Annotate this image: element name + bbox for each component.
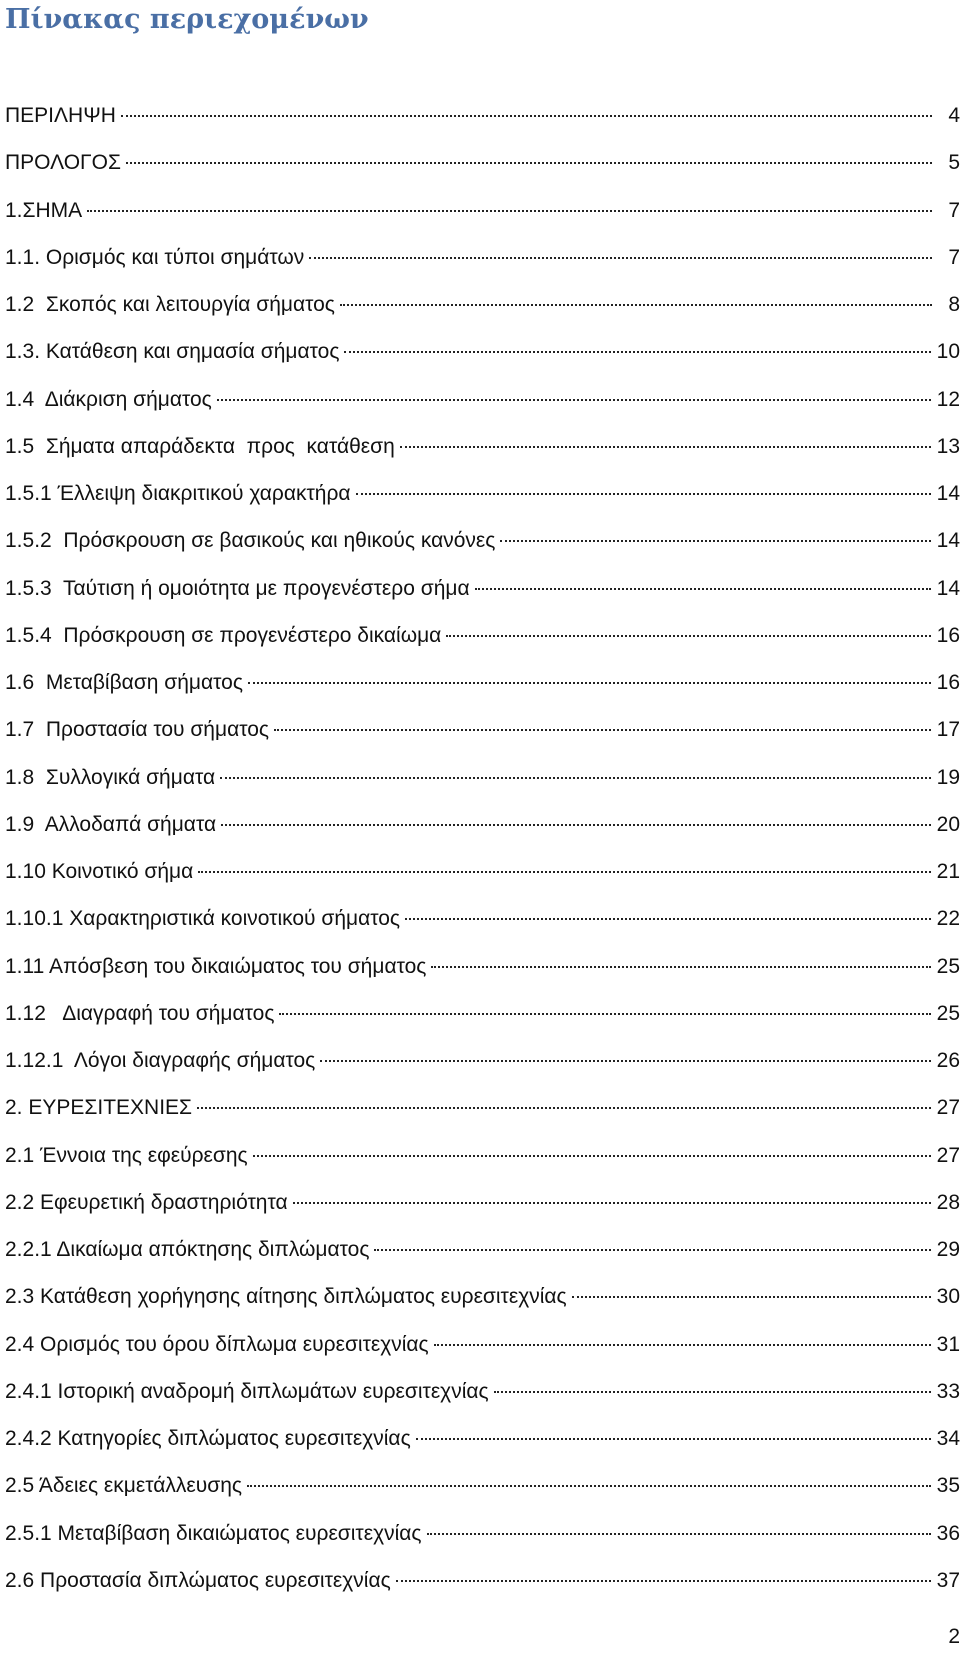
toc-entry-page: 8 bbox=[948, 293, 960, 316]
dot-leader bbox=[405, 917, 931, 920]
toc-entry-page: 14 bbox=[936, 482, 960, 505]
toc-entry-label: ΠΕΡΙΛΗΨΗ bbox=[5, 92, 119, 139]
dot-leader bbox=[274, 728, 931, 731]
toc-entry[interactable] bbox=[5, 423, 960, 470]
dot-leader bbox=[340, 303, 932, 306]
toc-entry[interactable] bbox=[5, 943, 960, 990]
toc-entry-page: 36 bbox=[936, 1521, 960, 1545]
toc-entry-label: 1.10 Κοινοτικό σήμα bbox=[5, 848, 196, 895]
toc-entry[interactable] bbox=[5, 1321, 960, 1368]
toc-entry-label: 2.4 Ορισμός του όρου δίπλωμα ευρεσιτεχνίας bbox=[5, 1321, 432, 1368]
toc-entry-label: 1.5.4 Πρόσκρουση σε προγενέστερο δικαίωμα bbox=[5, 612, 444, 659]
toc-entry-page: 37 bbox=[936, 1568, 960, 1592]
dot-leader bbox=[396, 1579, 931, 1582]
dot-leader bbox=[247, 1484, 931, 1487]
dot-leader bbox=[320, 1059, 930, 1062]
toc-entry-page: 7 bbox=[948, 198, 960, 222]
toc-entry-label: 1.1. Ορισμός και τύποι σημάτων bbox=[5, 234, 307, 281]
toc-entry[interactable] bbox=[5, 801, 960, 848]
dot-leader bbox=[217, 398, 931, 401]
toc-entry-label: 2.5 Άδειες εκμετάλλευσης bbox=[5, 1462, 245, 1509]
dot-leader bbox=[400, 445, 931, 448]
toc-entry-page: 25 bbox=[936, 954, 960, 978]
toc-entry-page: 31 bbox=[936, 1332, 960, 1356]
toc-entry[interactable] bbox=[5, 470, 960, 517]
dot-leader bbox=[198, 870, 930, 873]
toc-entry-page: 26 bbox=[936, 1049, 960, 1072]
toc-entry-label: 1.11 Απόσβεση του δικαιώματος του σήματος bbox=[5, 943, 429, 990]
dot-leader bbox=[446, 634, 930, 637]
toc-entry[interactable] bbox=[5, 328, 960, 375]
dot-leader bbox=[221, 823, 931, 826]
dot-leader bbox=[416, 1437, 931, 1440]
toc-entry-page: 33 bbox=[936, 1379, 960, 1403]
toc-entry-page: 16 bbox=[936, 623, 960, 647]
toc-entry-label: 1.5.3 Ταύτιση ή ομοιότητα με προγενέστερο σήμα bbox=[5, 565, 473, 612]
toc-entry[interactable] bbox=[5, 895, 960, 942]
toc-entry-label: 1.12 Διαγραφή του σήματος bbox=[5, 990, 277, 1037]
toc-entry[interactable] bbox=[5, 1226, 960, 1273]
toc-entry[interactable] bbox=[5, 1415, 960, 1462]
toc-entry-label: 1.5 Σήματα απαράδεκτα προς κατάθεση bbox=[5, 423, 398, 470]
toc-entry-page: 14 bbox=[936, 576, 960, 600]
toc-entry-page: 20 bbox=[936, 812, 960, 836]
toc-entry-label: 2.2 Εφευρετική δραστηριότητα bbox=[5, 1179, 291, 1226]
toc-entry-page: 35 bbox=[936, 1474, 960, 1498]
dot-leader bbox=[87, 209, 932, 212]
toc-entry[interactable] bbox=[5, 990, 960, 1037]
toc-entry[interactable] bbox=[5, 659, 960, 706]
toc-entry-label: 1.12.1 Λόγοι διαγραφής σήματος bbox=[5, 1037, 318, 1084]
dot-leader bbox=[220, 776, 931, 779]
toc-entry-page: 28 bbox=[936, 1190, 960, 1214]
toc-entry-label: 2.4.1 Ιστορική αναδρομή διπλωμάτων ευρεσιτεχνίας bbox=[5, 1368, 492, 1415]
toc-entry-page: 27 bbox=[936, 1096, 960, 1120]
toc-entry-page: 4 bbox=[948, 104, 960, 127]
toc-entry-page: 27 bbox=[936, 1143, 960, 1167]
toc-entry-label: 1.8 Συλλογικά σήματα bbox=[5, 754, 218, 801]
toc-entry[interactable] bbox=[5, 1084, 960, 1131]
toc-entry[interactable] bbox=[5, 281, 960, 328]
toc-entry-label: 1.9 Αλλοδαπά σήματα bbox=[5, 801, 219, 848]
toc-entry-page: 25 bbox=[936, 1001, 960, 1025]
toc-entry[interactable] bbox=[5, 187, 960, 234]
toc-entry-label: 2.1 Έννοια της εφεύρεσης bbox=[5, 1132, 251, 1179]
toc-entry[interactable] bbox=[5, 517, 960, 564]
dot-leader bbox=[344, 350, 930, 353]
toc-entry[interactable] bbox=[5, 1557, 960, 1604]
toc-entry-page: 16 bbox=[936, 671, 960, 694]
dot-leader bbox=[500, 539, 930, 542]
toc-entry[interactable] bbox=[5, 234, 960, 281]
toc-entry[interactable] bbox=[5, 1462, 960, 1509]
toc-entry-label: 1.6 Μεταβίβαση σήματος bbox=[5, 659, 246, 706]
dot-leader bbox=[248, 681, 931, 684]
toc-entry-label: 1.4 Διάκριση σήματος bbox=[5, 376, 215, 423]
toc-entry-label: 2.3 Κατάθεση χορήγησης αίτησης διπλώματος ευρεσιτεχνίας bbox=[5, 1273, 570, 1320]
toc-entry-page: 14 bbox=[936, 529, 960, 553]
toc-entry-label: 2. ΕΥΡΕΣΙΤΕΧΝΙΕΣ bbox=[5, 1084, 195, 1131]
toc-entry-label: 1.ΣΗΜΑ bbox=[5, 187, 85, 234]
toc-entry[interactable] bbox=[5, 1179, 960, 1226]
dot-leader bbox=[253, 1154, 931, 1157]
dot-leader bbox=[374, 1248, 930, 1251]
toc-entry[interactable] bbox=[5, 1132, 960, 1179]
dot-leader bbox=[434, 1343, 931, 1346]
toc-entry-page: 29 bbox=[936, 1238, 960, 1261]
toc-entry-page: 12 bbox=[936, 387, 960, 411]
toc-entry[interactable] bbox=[5, 139, 960, 186]
dot-leader bbox=[572, 1295, 931, 1298]
page-number: 2 bbox=[948, 1625, 960, 1648]
toc-entry[interactable] bbox=[5, 848, 960, 895]
toc-entry-label: 2.5.1 Μεταβίβαση δικαιώματος ευρεσιτεχνίας bbox=[5, 1510, 425, 1557]
toc-entry-label: 1.7 Προστασία του σήματος bbox=[5, 706, 272, 753]
toc-entry-label: 2.4.2 Κατηγορίες διπλώματος ευρεσιτεχνίας bbox=[5, 1415, 414, 1462]
toc-entry[interactable] bbox=[5, 376, 960, 423]
dot-leader bbox=[121, 114, 932, 117]
toc-entry-page: 7 bbox=[948, 245, 960, 269]
toc-entry-label: 1.2 Σκοπός και λειτουργία σήματος bbox=[5, 281, 338, 328]
toc-entry-page: 5 bbox=[948, 151, 960, 175]
dot-leader bbox=[126, 161, 932, 164]
toc-entry[interactable] bbox=[5, 612, 960, 659]
dot-leader bbox=[431, 965, 930, 968]
toc-entry-label: 1.3. Κατάθεση και σημασία σήματος bbox=[5, 328, 342, 375]
dot-leader bbox=[197, 1106, 931, 1109]
page-title: Πίνακας περιεχομένων bbox=[5, 4, 369, 35]
toc-entry[interactable] bbox=[5, 706, 960, 753]
toc-entry-page: 19 bbox=[936, 765, 960, 789]
toc-entry-label: 2.2.1 Δικαίωμα απόκτησης διπλώματος bbox=[5, 1226, 372, 1273]
dot-leader bbox=[356, 492, 931, 495]
toc-entry[interactable] bbox=[5, 1273, 960, 1320]
dot-leader bbox=[309, 256, 932, 259]
toc-entry[interactable] bbox=[5, 754, 960, 801]
toc-entry-label: 1.5.2 Πρόσκρουση σε βασικούς και ηθικούς κανόνες bbox=[5, 517, 498, 564]
toc-entry-page: 13 bbox=[936, 434, 960, 458]
toc-entry-page: 30 bbox=[936, 1285, 960, 1309]
toc-entry[interactable] bbox=[5, 1368, 960, 1415]
toc-entry-page: 17 bbox=[936, 718, 960, 742]
toc-entry-label: 2.6 Προστασία διπλώματος ευρεσιτεχνίας bbox=[5, 1557, 394, 1604]
toc-entry-label: ΠΡΟΛΟΓΟΣ bbox=[5, 139, 124, 186]
table-of-contents bbox=[5, 92, 960, 1604]
dot-leader bbox=[494, 1390, 931, 1393]
toc-entry-label: 1.10.1 Χαρακτηριστικά κοινοτικού σήματος bbox=[5, 895, 403, 942]
dot-leader bbox=[293, 1201, 931, 1204]
toc-entry-label: 1.5.1 Έλλειψη διακριτικού χαρακτήρα bbox=[5, 470, 354, 517]
toc-entry-page: 10 bbox=[936, 340, 960, 364]
toc-entry-page: 34 bbox=[936, 1427, 960, 1450]
toc-entry[interactable] bbox=[5, 1037, 960, 1084]
dot-leader bbox=[427, 1532, 931, 1535]
toc-entry-page: 21 bbox=[936, 860, 960, 883]
dot-leader bbox=[475, 587, 931, 590]
toc-entry-page: 22 bbox=[936, 907, 960, 931]
dot-leader bbox=[279, 1012, 930, 1015]
toc-entry[interactable] bbox=[5, 92, 960, 139]
toc-entry[interactable] bbox=[5, 565, 960, 612]
toc-entry[interactable] bbox=[5, 1510, 960, 1557]
